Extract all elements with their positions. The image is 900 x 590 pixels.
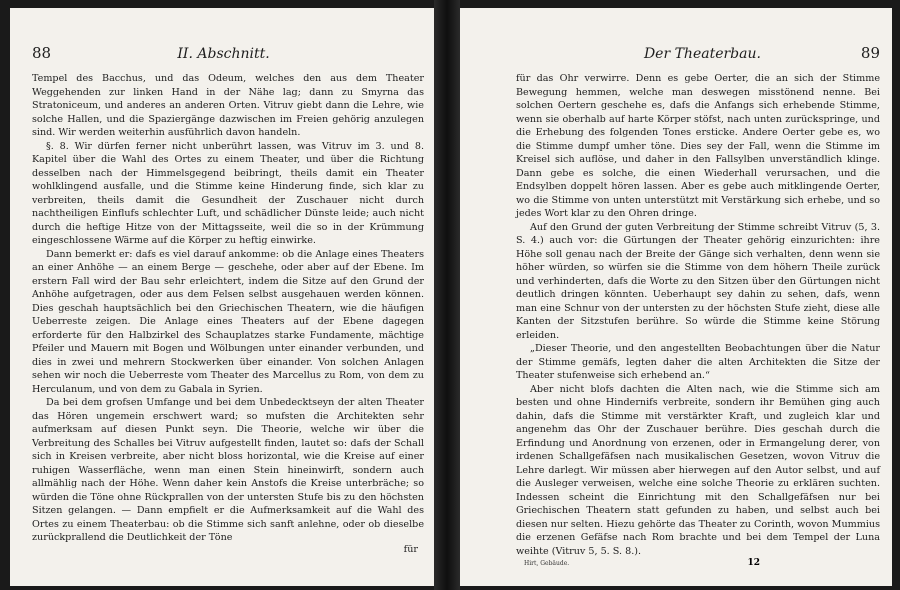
right-page <box>460 8 892 586</box>
signature-mark: 12 <box>747 558 760 568</box>
page-number-left: 88 <box>32 44 52 62</box>
book-spine <box>434 0 460 590</box>
right-page-footer <box>516 558 880 568</box>
paragraph: für das Ohr verwirre. Denn es gebe Oerter, die an sich der Stimme Bewegung hemmen, welche man deswegen misstönend nenne. Bei solchen Oertern geschehe es, dafs die Anfangs sich erhebende Stimme, wenn sie oberhalb auf harte Körper stöfst, nach unten zurückspringe, und die Erhebung des folgenden Tones ersticke. Andere Oerter gebe es, wo die Stimme dumpf umher töne. Dies sey der Fall, wenn die Stimme im Kreisel sich auflöse, und daher in den Fallsylben unverständlich klinge. Dann gebe es solche, die einen Wiederhall verursachen, und die Endsylben doppelt hören lassen. Aber es gebe auch mitklingende Oerter, wo die Stimme von unten unterstützt mit Verstärkung sich erhebe, und so jedes Wort klar zu den Ohren dringe. <box>516 73 880 219</box>
left-page <box>10 8 434 586</box>
paragraph: Da bei dem grofsen Umfange und bei dem Unbedecktseyn der alten Theater das Hören ungemein erschwert ward; so mufsten die Architekten sehr aufmerksam auf diesen Punkt seyn. Die Theorie, welche wir über die Verbreitung des Schalles bei Vitruv aufgestellt finden, lautet so: dafs der Schall sich in Kreisen verbreite, aber nicht bloss horizontal, wie die Kreise auf einer ruhigen Wasserfläche, wenn man einen Stein hineinwirft, sondern auch allmählig nach der Höhe. Wenn daher kein Anstofs die Kreise unterbräche; so würden die Töne ohne Rückprallen von der untersten Stufe bis zu den höchsten Sitzen gelangen. — Dann empfielt er die Aufmerksamkeit auf die Wahl des Ortes zu einem Theaterbau: ob die Stimme sich sanft anlehne, oder ob dieselbe zurückprallend die Deutlichkeit der Töne <box>32 397 424 543</box>
left-page-header <box>32 44 424 70</box>
catchword: für <box>403 543 418 555</box>
running-head-right: Der Theaterbau. <box>643 46 761 62</box>
footnote: Hirt, Gebäude. <box>524 560 570 567</box>
right-page-body <box>516 72 880 558</box>
paragraph: Dann bemerkt er: dafs es viel darauf ankomme: ob die Anlage eines Theaters an einer Anhöhe — an einem Berge — geschehe, oder aber auf der Ebene. Im erstern Fall wird der Bau sehr erleichtert, indem die Sitze auf den Grund der Anhöhe aufgetragen, oder aus dem Felsen selbst ausgehauen werden können. Dies geschah hauptsächlich bei den Griechischen Theatern, wie die häufigen Ueberreste zeigen. Die Anlage eines Theaters auf der Ebene dagegen erforderte für den Halbzirkel des Schauplatzes starke Fundamente, mächtige Pfeiler und Mauern mit Bogen und Wölbungen unter einander verbunden, und dies in zwei und mehrern Stockwerken über einander. Von solchen Anlagen sehen wir noch die Ueberreste vom Theater des Marcellus zu Rom, von dem zu Herculanum, und von dem zu Gabala in Syrien. <box>32 248 424 395</box>
page-number-right: 89 <box>860 44 880 62</box>
right-page-header <box>516 44 880 70</box>
paragraph: Aber nicht blofs dachten die Alten nach, wie die Stimme sich am besten und ohne Hindernifs verbreite, sondern ihr Bemühen ging auch dahin, dafs die Stimme mit verstärkter Kraft, und zugleich klar und angenehm das Ohr der Zuschauer berühre. Dies geschah durch die Erfindung und Anordnung von erzenen, oder in Ermangelung derer, von irdenen Schallgefäfsen nach musikalischen Gesetzen, wovon Vitruv die Lehre darlegt. Wir müssen aber hierwegen auf den Autor selbst, und auf die Ausleger verweisen, welche eine solche Theorie zu erklären suchten. Indessen scheint die Einrichtung mit den Schallgefäfsen nur bei Griechischen Theatern statt gefunden zu haben, und selbst auch bei diesen nur selten. Hiezu gehörte das Theater zu Corinth, wovon Mummius die erzenen Gefäfse nach Rom brachte und bei dem Tempel der Luna weihte (Vitruv 5, 5. S. 8.). <box>516 383 880 557</box>
running-head-left: II. Abschnitt. <box>177 46 270 62</box>
paragraph: „Dieser Theorie, und den angestellten Beobachtungen über die Natur der Stimme gemäfs, legten daher die alten Architekten die Sitze der Theater stufenweise sich erhebend an.“ <box>516 343 880 381</box>
paragraph: Auf den Grund der guten Verbreitung der Stimme schreibt Vitruv (5, 3. S. 4.) auch vor: die Gürtungen der Theater gehörig einzurichten: ihre Höhe soll genau nach der Breite der Gänge sich verhalten, denn wenn sie höher würden, so würfen sie die Stimme von dem höhern Theile zurück und verhinderten, dafs die Worte zu den Sitzen über den Gürtungen nicht deutlich dringen könnten. Ueberhaupt sey dahin zu sehen, dafs, wenn man eine Schnur von der untersten zu der höchsten Stufe zieht, diese alle Kanten der Sitzstufen berühre. So würde die Stimme keine Störung erleiden. <box>516 221 880 341</box>
paragraph: §. 8. Wir dürfen ferner nicht unberührt lassen, was Vitruv im 3. und 8. Kapitel über die Wahl des Ortes zu einem Theater, und über die Richtung desselben nach der Himmelsgegend beibringt, theils damit ein Theater wohlklingend ausfalle, und die Stimme keine Hinderung finde, sich klar zu verbreiten, theils damit die Gesundheit der Zuschauer nicht durch nachtheiligen Einflufs schlechter Luft, und schädlicher Dünste leide; auch nicht durch die heftige Hitze von der Mittagsseite, weil die so in der Krümmung eingeschlossene Wärme auf die Körper zu heftig einwirke. <box>32 140 424 246</box>
paragraph: Tempel des Bacchus, und das Odeum, welches den aus dem Theater Weggehenden zur linken Hand in der Nähe lag; dann zu Smyrna das Stratoniceum, und anderes an anderen Orten. Vitruv giebt dann die Lehre, wie solche Hallen, und die Spaziergänge dazwischen im Freien gehörig anzulegen sind. Wir werden weiterhin ausführlich davon handeln. <box>32 73 424 138</box>
left-page-body <box>32 72 424 545</box>
